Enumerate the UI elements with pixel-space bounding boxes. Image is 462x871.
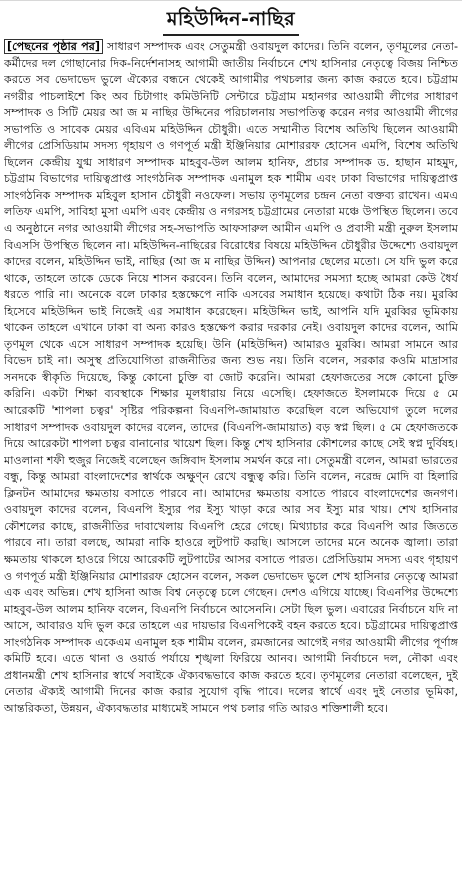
headline-container — [0, 5, 462, 36]
continued-from-label: [পেছনের পৃষ্ঠার পর] — [4, 39, 103, 54]
article-body — [4, 39, 458, 869]
headline: মহিউদ্দিন-নাছির — [163, 5, 299, 36]
article-text: সাধারণ সম্পাদক এবং সেতুমন্ত্রী ওবায়দুল কাদের। তিনি বলেন, তৃণমূলের নেতা-কর্মীদের দল গোছানোর দিক-নির্দেশনাসহ আগামী জাতীয় নির্বাচনে শেখ হাসিনার নেতৃত্বে বিজয় নিশ্চিত করতে সব ভেদাভেদ ভুলে ঐক্যের বন্ধনে থেকেই আগামীর পথচলার জন্য কাজ করতে হবে। চট্টগ্রাম নগরীর পাচলাইশে কিং অব চিটাগাং কমিউনিটি সেন্টারে চট্টগ্রাম মহানগর আওয়ামী লীগের সাধারণ সম্পাদক ও সিটি মেয়র আ জ ম নাছির উদ্দিনের পরিচালনায় সভাপতিত্ব করেন নগর আওয়ামী লীগের সভাপতি ও সাবেক মেয়র এবিএম মহিউদ্দিন চৌধুরী। এতে সম্মানীত বিশেষ অতিথি ছিলেন আওয়ামী লীগের প্রেসিডিয়াম সদস্য গৃহায়ণ ও গণপূর্ত মন্ত্রী ইঞ্জিনিয়ার মোশাররফ হোসেন এমপি, বিশেষ অতিথি ছিলেন কেন্দ্রীয় যুগ্ম সাধারণ সম্পাদক মাহবুব-উল আলম হানিফ, প্রচার সম্পাদক ড. হাছান মাহমুদ, চট্টগ্রাম বিভাগের দায়িত্বপ্রাপ্ত সাংগঠনিক সম্পাদক এনামুল হক শামীম এবং ঢাকা বিভাগের দায়িত্বপ্রাপ্ত সাংগঠনিক সম্পাদক মহিবুল হাসান চৌধুরী নওফেল। সভায় তৃণমূলের চন্দ্রন নেতা বক্তব্য রাখেন। এমএ লতিফ এমপি, সাবিহা মুসা এমপি এবং কেন্দ্রীয় ও নগরসহ চট্টগ্রামের নেতারা মঞ্চে উপস্থিত ছিলেন। তবে এ অনুষ্ঠানে নগর আওয়ামী লীগের সহ-সভাপতি আফসারুল আমীন এমপি ও প্রবাসী মন্ত্রী নুরুল ইসলাম বিএসসি উপস্থিত ছিলেন না। মহিউদ্দিন-নাছিরের বিরোধের বিষয়ে মহিউদ্দিন চৌধুরীর উদ্দেশ্যে ওবায়দুল কাদের বলেন, মহিউদ্দিন ভাই, নাছির (আ জ ম নাছির উদ্দিন) আপনার ছেলের মতো। সে যদি ভুল করে থাকে, তাহলে তাকে ডেকে নিয়ে শাসন করবেন। তিনি বলেন, আমাদের সমস্যা হচ্ছে আমরা কেউ ধৈর্য ধরতে পারি না। অনেকে বলে ঢাকার হস্তক্ষেপে নাকি এসবের সমাধান হয়েছে। কথাটা ঠিক নয়। মুরব্বি হিসেবে মহিউদ্দিন ভাই নিজেই এর সমাধান করেছেন। মহিউদ্দিন ভাই, আপনি যদি মুরব্বির ভূমিকায় থাকেন তাহলে এখানে ঢাকা বা অন্য কারও হস্তক্ষেপ করার দরকার নেই। ওবায়দুল কাদের বলেন, আমি তৃণমূল থেকে এসে সাধারণ সম্পাদক হয়েছি। উনি (মহিউদ্দিন) আমারও মুরব্বি। আমরা সামনে আর বিভেদ চাই না। অসুস্থ প্রতিযোগিতা রাজনীতির জন্য শুভ নয়। তিনি বলেন, সরকার কওমি মাদ্রাসার সনদকে স্বীকৃতি দিয়েছে, কিন্তু কোনো চুক্তি বা জোট করেনি। আমরা হেফাজতের সঙ্গে কোনো চুক্তি করিনি। একটা শিক্ষা ব্যবস্থাকে শিক্ষার মূলধারায় নিয়ে এসেছি। হেফাজতে ইসলামকে দিয়ে ৫ মে আরেকটি 'শাপলা চত্বর' সৃষ্টির পরিকল্পনা বিএনপি-জামায়াত করেছিল বলে অভিযোগ তুলে দলের সাধারণ সম্পাদক ওবায়দুল কাদের বলেন, তাদের (বিএনপি-জামায়াত) বড় স্বপ্ন ছিল। ৫ মে হেফাজতকে দিয়ে আরেকটা শাপলা চত্বর বানানোর খায়েশ ছিল। কিন্তু শেখ হাসিনার কৌশলের কাছে সেই স্বপ্ন দুর্বিষহ। মাওলানা শফী হুজুর নিজেই বলেছেন জঙ্গিবাদ ইসলাম সমর্থন করে না। সেতুমন্ত্রী বলেন, আমরা ভারতের বন্ধু, কিন্তু আমরা বাংলাদেশের স্বার্থকে অক্ষুণ্ন রেখে বন্ধুত্ব করি। তিনি বলেন, নরেন্দ্র মোদি বা হিলারি ক্লিনটন আমাদের ক্ষমতায় বসাতে পারবে না। আমাদের ক্ষমতায় বসাতে পারবে বাংলাদেশের জনগণ। ওবায়দুল কাদের বলেন, বিএনপি ইস্যুর পর ইস্যু খাড়া করে আর সব ইস্যু মার খায়। শেখ হাসিনার কৌশলের কাছে, রাজনীতির দাবাখেলায় বিএনপি হেরে গেছে। মিথ্যাচার করে বিএনপি আর জিততে পারবে না। তারা বলছে, আমরা নাকি হাওরে লুটপাট করছি। আসলে তাদের মনে অনেক জ্বালা। তারা ক্ষমতায় থাকলে হাওরে গিয়ে আরেকটি লুটপাটের আসর বসাতে পারত। প্রেসিডিয়াম সদস্য এবং গৃহায়ণ ও গণপূর্ত মন্ত্রী ইঞ্জিনিয়ার মোশাররফ হোসেন বলেন, সকল ভেদাভেদ ভুলে শেখ হাসিনার নেতৃত্বে আমরা এক এবং অভিন্ন। শেখ হাসিনা আজ বিশ্ব নেতৃত্বে চলে গেছেন। দেশও এগিয়ে যাচ্ছে। বিএনপির উদ্দেশ্যে মাহবুব-উল আলম হানিফ বলেন, বিএনপি নির্বাচনে আসেননি। সেটা ছিল ভুল। এবারের নির্বাচনে যদি না আসে, আবারও যদি ভুল করে তাহলে এর দায়ভার বিএনপিকেই বহন করতে হবে। চট্টগ্রামের দায়িত্বপ্রাপ্ত সাংগঠনিক সম্পাদক একেএম এনামুল হক শামীম বলেন, রমজানের আগেই নগর আওয়ামী লীগের পূর্ণাঙ্গ কমিটি হবে। এতে থানা ও ওয়ার্ড পর্যায়ে শৃঙ্খলা ফিরিয়ে আনব। আগামী নির্বাচনে দল, নৌকা এবং প্রধানমন্ত্রী শেখ হাসিনার স্বার্থে সবাইকে ঐক্যবদ্ধভাবে কাজ করতে হবে। তৃণমূলের নেতারা বলেছেন, দুই নেতার ঐক্যই আগামী দিনের কাজ করার সুযোগ বৃদ্ধি পাবে। দলের স্বার্থে এবং দুই নেতার ভূমিকা, আন্তরিকতা, উন্নয়ন, ঐক্যবদ্ধতার মাধ্যমেই সামনে পথ চলার গতি আরও শক্তিশালী হবে। — [4, 40, 458, 715]
